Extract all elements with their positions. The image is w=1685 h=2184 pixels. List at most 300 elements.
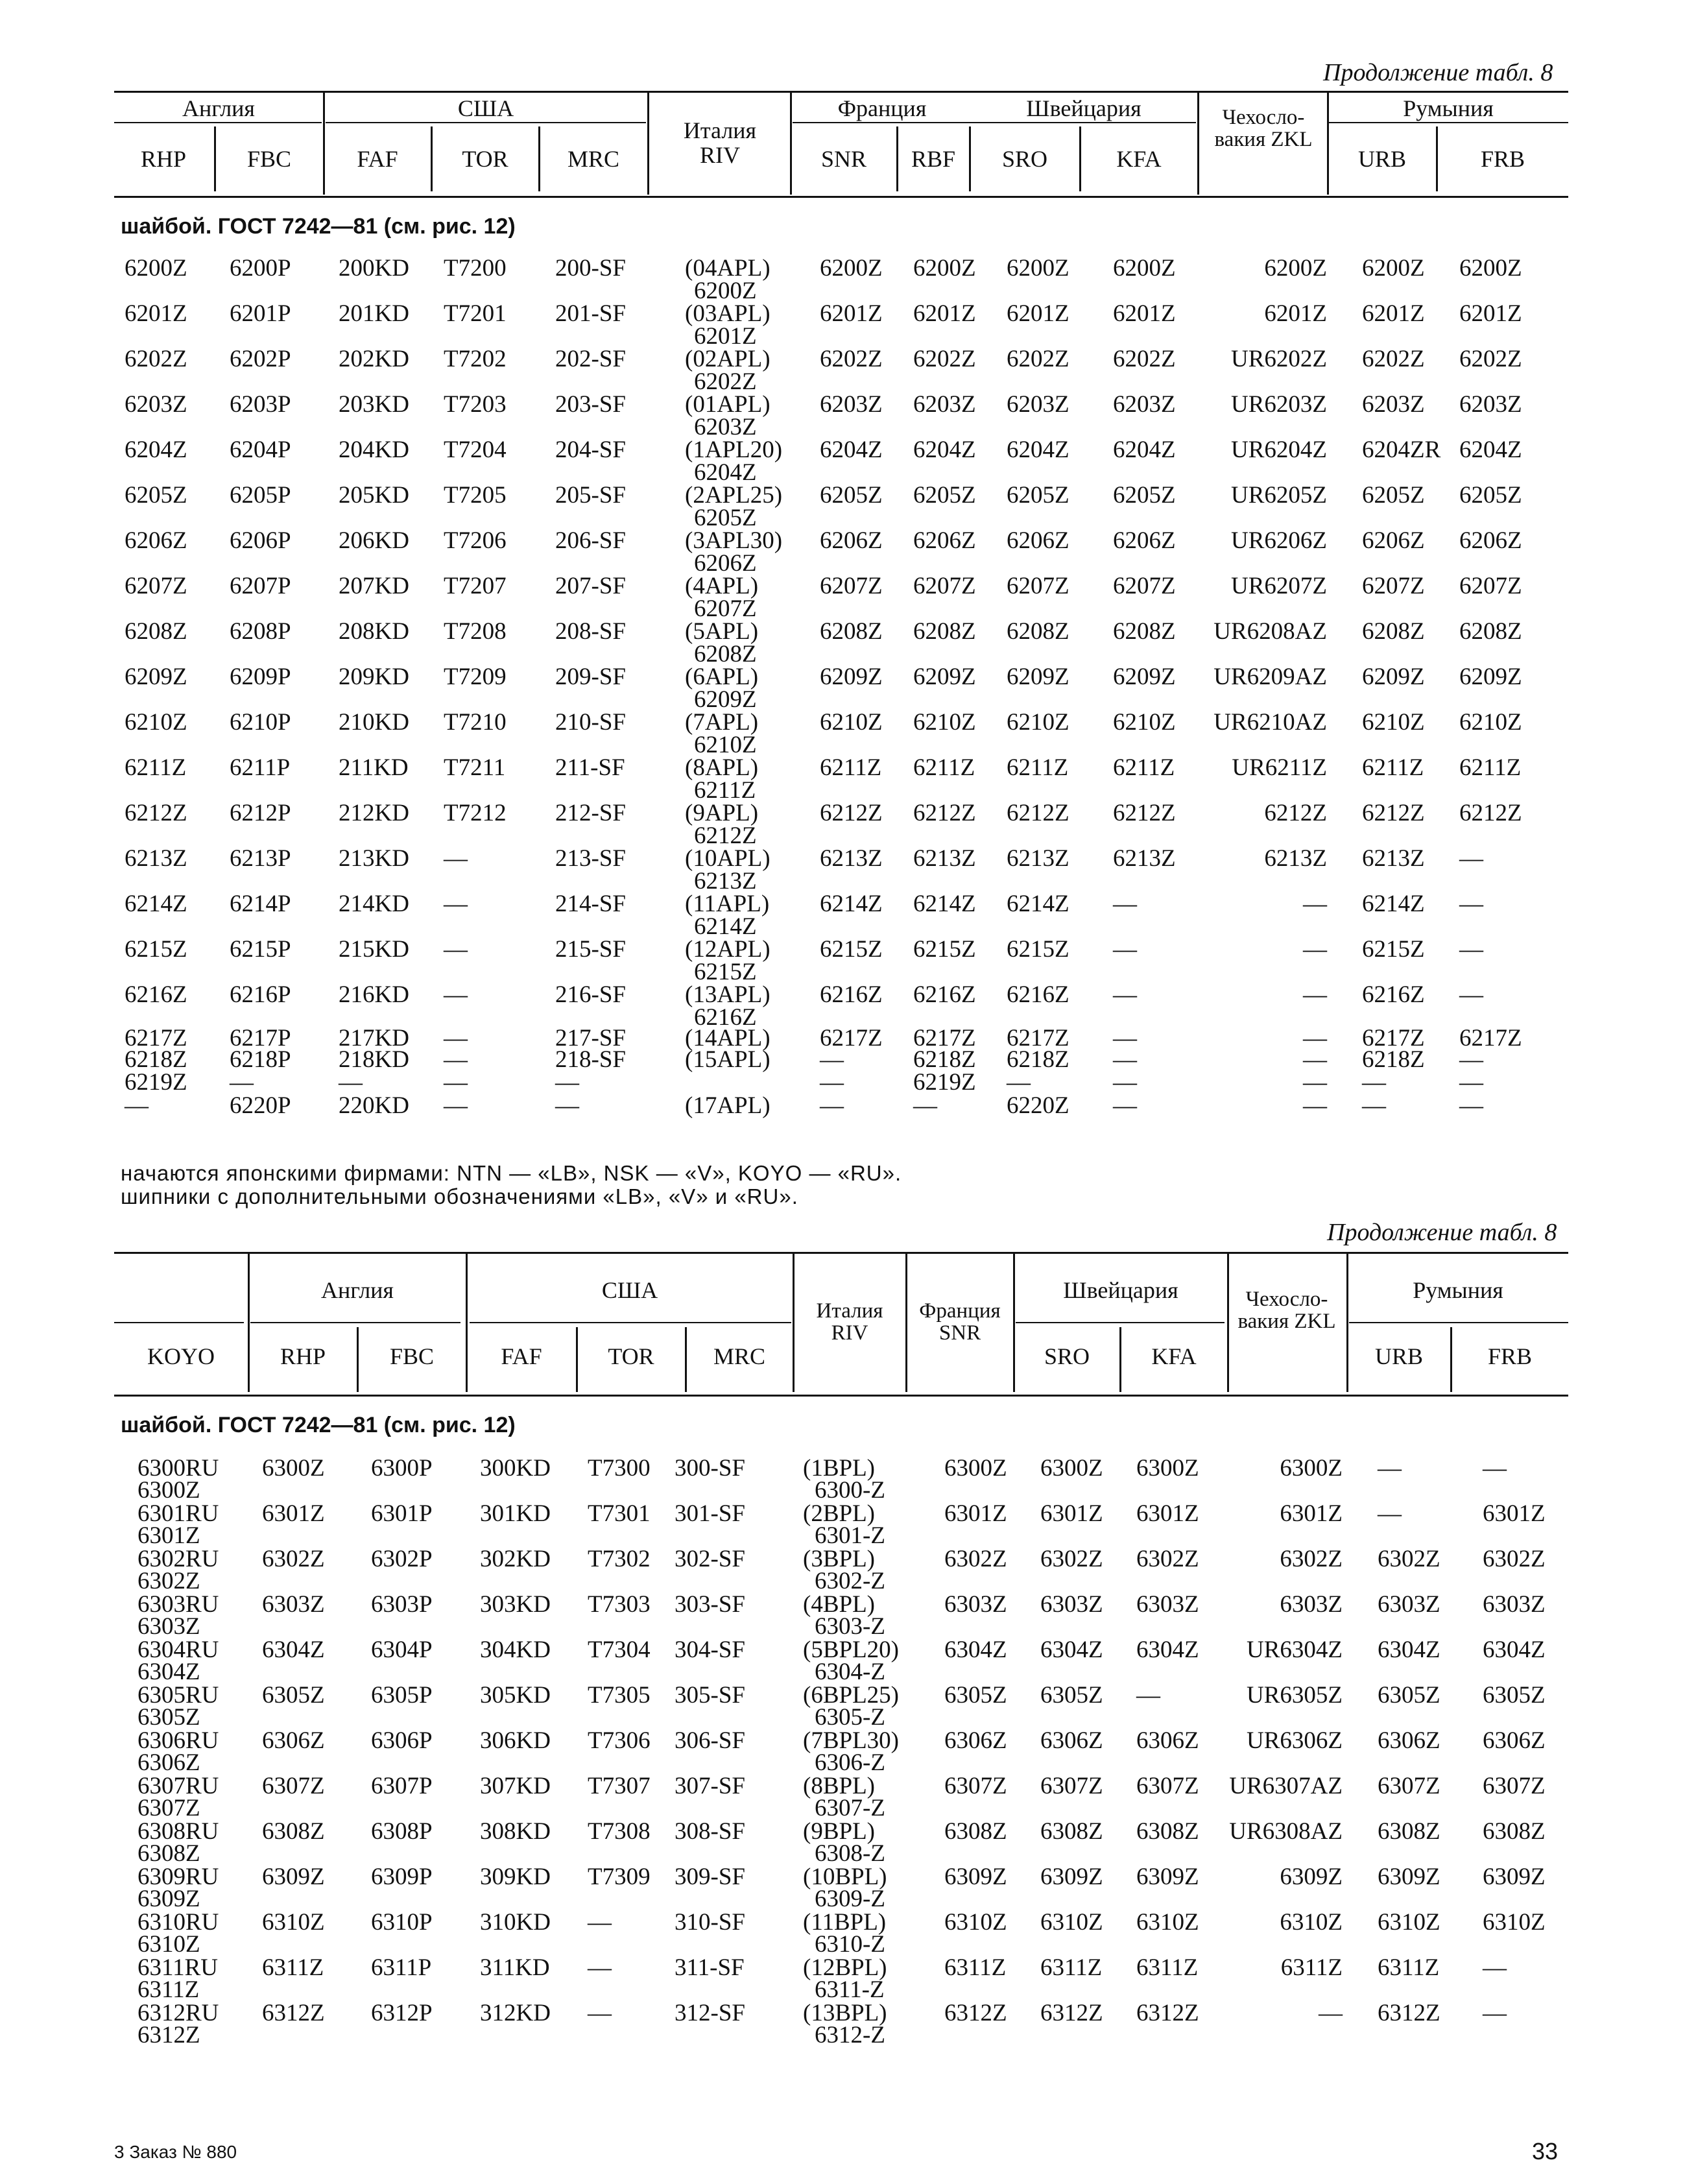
table-cell: — <box>444 1046 468 1073</box>
table-cell: T7202 <box>444 346 507 372</box>
table-cell: 6202Z <box>913 346 976 372</box>
table-cell: (01APL) <box>685 391 771 418</box>
table-cell: 212KD <box>339 800 409 826</box>
table-cell: 6212Z <box>1113 800 1176 826</box>
table-cell: 200-SF <box>555 255 626 282</box>
col-header: MRC <box>713 1343 766 1369</box>
italy-subcode: 6304-Z <box>815 1659 885 1685</box>
table-cell: T7302 <box>588 1546 651 1572</box>
koyo-subcode: 6300Z <box>137 1477 200 1504</box>
table-cell: 6213Z <box>1362 845 1425 872</box>
table-cell: 6209Z <box>1007 664 1070 690</box>
group-underline-usa <box>326 122 646 123</box>
table-cell: 6306Z <box>1378 1727 1440 1754</box>
table-cell: T7300 <box>588 1455 651 1482</box>
table-cell: 6207Z <box>820 573 883 599</box>
group-czechoslovakia: Чехосло-вакия ZKL <box>1214 106 1313 151</box>
italy-subcode: 6200Z <box>694 278 757 304</box>
table-cell: T7308 <box>588 1818 651 1845</box>
koyo-subcode: 6311Z <box>137 1976 200 2003</box>
table-cell: 6309Z <box>1483 1864 1546 1890</box>
header-top-rule-1 <box>114 91 1568 93</box>
table-cell: — <box>588 1954 612 1981</box>
table-cell: 6206Z <box>1459 527 1522 554</box>
table-cell: — <box>444 845 468 872</box>
table-cell: 6213Z <box>1113 845 1176 872</box>
table-cell: 201KD <box>339 300 409 327</box>
table-cell: 6303Z <box>1483 1591 1546 1618</box>
table-cell: T7205 <box>444 482 507 509</box>
group-italy: Италия RIV <box>816 1299 883 1345</box>
table-cell: (17APL) <box>685 1092 771 1119</box>
italy-subcode: 6210Z <box>694 732 757 758</box>
table-cell: 6208Z <box>913 618 976 645</box>
table-cell: 6204Z <box>1459 437 1522 463</box>
table-cell: 6302Z <box>1136 1546 1199 1572</box>
table-cell: 6209Z <box>1459 664 1522 690</box>
table-cell: — <box>1378 1500 1402 1527</box>
table-cell: 6303P <box>371 1591 433 1618</box>
table-cell: 209KD <box>339 664 409 690</box>
table-cell: 6312Z <box>1040 2000 1103 2026</box>
table-cell: — <box>1113 1046 1137 1073</box>
table-cell: 6305Z <box>1483 1682 1546 1709</box>
table-cell: 213KD <box>339 845 409 872</box>
table-cell: 6210Z <box>1459 709 1522 736</box>
table-cell: 6200Z <box>820 255 883 282</box>
table-cell: 6307Z <box>262 1773 325 1799</box>
table-cell: (3BPL) <box>803 1546 875 1572</box>
table-cell: 6218P <box>230 1046 291 1073</box>
table-cell: 6200Z <box>1459 255 1522 282</box>
table-cell: 6207Z <box>1113 573 1176 599</box>
table-cell: 6208Z <box>1459 618 1522 645</box>
table-cell: (14APL) <box>685 1025 771 1051</box>
koyo-subcode: 6303Z <box>137 1613 200 1640</box>
italy-subcode: 6306-Z <box>815 1749 885 1776</box>
italy-subcode: 6310-Z <box>815 1931 885 1958</box>
table-cell: 6206Z <box>1113 527 1176 554</box>
table-cell: 6200Z <box>1113 255 1176 282</box>
continuation-label-2: Продолжение табл. 8 <box>1327 1219 1557 1246</box>
table-cell: 6302Z <box>1040 1546 1103 1572</box>
table-cell: 6208P <box>230 618 291 645</box>
col-divider <box>466 1253 468 1392</box>
note-line-2: шипники с дополнительными обозначениями «LB», «V» и «RU». <box>121 1184 798 1208</box>
table-cell: — <box>1113 936 1137 963</box>
table-cell: 6210Z <box>913 709 976 736</box>
table-cell: UR6208AZ <box>1213 618 1327 645</box>
table-cell: 311-SF <box>675 1954 745 1981</box>
table-cell: 6201Z <box>1362 300 1425 327</box>
table-cell: 6210Z <box>1113 709 1176 736</box>
table-cell: 6211Z <box>1459 754 1522 781</box>
table-cell: — <box>1459 981 1483 1008</box>
table-cell: (15APL) <box>685 1046 771 1073</box>
group-czechoslovakia: Чехосло-вакия ZKL <box>1237 1288 1336 1333</box>
table-cell: 6303Z <box>1378 1591 1440 1618</box>
table-cell: 308KD <box>480 1818 551 1845</box>
table-cell: 6306Z <box>262 1727 325 1754</box>
table-cell: 6308Z <box>1378 1818 1440 1845</box>
table-cell: (4BPL) <box>803 1591 875 1618</box>
table-cell: 305KD <box>480 1682 551 1709</box>
table-cell: 6306Z <box>1483 1727 1546 1754</box>
section-title-1: шайбой. ГОСТ 7242—81 (см. рис. 12) <box>121 214 516 239</box>
col-header: FAF <box>357 146 398 172</box>
table-cell: 6311Z <box>1040 1954 1103 1981</box>
table-cell: 6216Z <box>1007 981 1070 1008</box>
table-cell: — <box>1303 1069 1327 1096</box>
table-cell: 6300P <box>371 1455 433 1482</box>
group-underline-romania <box>1327 122 1568 123</box>
table-cell: 6304Z <box>944 1637 1007 1663</box>
table-cell: 6217Z <box>1362 1025 1425 1051</box>
table-cell: 6201Z <box>913 300 976 327</box>
table-cell: 6213Z <box>820 845 883 872</box>
table-cell: 6202Z <box>1459 346 1522 372</box>
table-cell: 6210Z <box>1362 709 1425 736</box>
table-cell: 6217Z <box>820 1025 883 1051</box>
table-cell: 6310RU <box>137 1909 219 1936</box>
col-divider <box>1013 1253 1015 1392</box>
table-cell: (5BPL20) <box>803 1637 899 1663</box>
table-cell: 6205Z <box>1459 482 1522 509</box>
italy-subcode: 6216Z <box>694 1004 757 1031</box>
table-cell: 6218Z <box>125 1046 187 1073</box>
table-cell: 6300RU <box>137 1455 219 1482</box>
table-cell: 6312Z <box>944 2000 1007 2026</box>
group-switzerland: Швейцария <box>1063 1277 1178 1303</box>
table-cell: 6309Z <box>944 1864 1007 1890</box>
col-header: RHP <box>140 146 187 172</box>
table-cell: UR6308AZ <box>1229 1818 1343 1845</box>
table-cell: 6301Z <box>944 1500 1007 1527</box>
table-cell: 6211Z <box>820 754 882 781</box>
table-cell: UR6304Z <box>1247 1637 1343 1663</box>
table-cell: UR6202Z <box>1231 346 1327 372</box>
table-cell: 6309RU <box>137 1864 219 1890</box>
table-cell: T7301 <box>588 1500 651 1527</box>
table-cell: 203-SF <box>555 391 626 418</box>
col-header: FRB <box>1480 146 1525 172</box>
italy-subcode: 6202Z <box>694 368 757 395</box>
col-divider <box>248 1253 250 1392</box>
table-cell: 6202Z <box>1007 346 1070 372</box>
col-header: RHP <box>280 1343 326 1369</box>
table-cell: 306-SF <box>675 1727 745 1754</box>
col-header: SNR <box>820 146 867 172</box>
table-cell: T7210 <box>444 709 507 736</box>
table-cell: T7307 <box>588 1773 651 1799</box>
table-cell: 6308RU <box>137 1818 219 1845</box>
table-cell: 215KD <box>339 936 409 963</box>
table-cell: 210KD <box>339 709 409 736</box>
page-number: 33 <box>1532 2138 1559 2165</box>
table-cell: — <box>1459 1092 1483 1119</box>
table-cell: 6214Z <box>1007 891 1070 917</box>
table-cell: 208-SF <box>555 618 626 645</box>
table-cell: 6214Z <box>913 891 976 917</box>
table-cell: 6201Z <box>1459 300 1522 327</box>
table-cell: (3APL30) <box>685 527 783 554</box>
table-cell: 211KD <box>339 754 409 781</box>
group-france: Франция SNR <box>919 1299 1001 1345</box>
table-cell: 6210Z <box>1007 709 1070 736</box>
table-cell: 6208Z <box>820 618 883 645</box>
table-cell: 307KD <box>480 1773 551 1799</box>
group-underline-usa <box>470 1322 791 1323</box>
table-cell: 6306RU <box>137 1727 219 1754</box>
table-cell: — <box>1113 1092 1137 1119</box>
table-cell: — <box>1113 1025 1137 1051</box>
table-cell: — <box>1483 1954 1507 1981</box>
table-cell: 6205Z <box>913 482 976 509</box>
table-cell: 6311Z <box>262 1954 324 1981</box>
table-cell: 6208Z <box>1007 618 1070 645</box>
table-cell: — <box>1459 936 1483 963</box>
table-cell: 6217Z <box>1007 1025 1070 1051</box>
table-cell: (03APL) <box>685 300 771 327</box>
table-cell: 6211Z <box>1113 754 1175 781</box>
table-cell: — <box>444 1092 468 1119</box>
table-cell: 6207P <box>230 573 291 599</box>
table-cell: 6309Z <box>1040 1864 1103 1890</box>
col-divider <box>790 92 792 195</box>
table-cell: 6301Z <box>262 1500 325 1527</box>
header-top-rule-2 <box>114 1252 1568 1254</box>
table-cell: (2BPL) <box>803 1500 875 1527</box>
table-cell: 6308Z <box>1483 1818 1546 1845</box>
italy-subcode: 6301-Z <box>815 1522 885 1549</box>
col-header: URB <box>1374 1343 1424 1369</box>
col-header: FBC <box>246 146 292 172</box>
table-cell: 6215P <box>230 936 291 963</box>
table-cell: 6300Z <box>1040 1455 1103 1482</box>
group-underline-koyo <box>114 1322 244 1323</box>
col-header: TOR <box>462 146 508 172</box>
koyo-subcode: 6312Z <box>137 2022 200 2048</box>
table-cell: 6201Z <box>1007 300 1070 327</box>
table-cell: — <box>1378 1455 1402 1482</box>
col-header: URB <box>1357 146 1407 172</box>
table-cell: T7306 <box>588 1727 651 1754</box>
table-cell: 6217Z <box>913 1025 976 1051</box>
table-cell: UR6205Z <box>1231 482 1327 509</box>
table-cell: 6213Z <box>1264 845 1327 872</box>
table-cell: 6206Z <box>913 527 976 554</box>
table-cell: 6312RU <box>137 2000 219 2026</box>
table-cell: 303KD <box>480 1591 551 1618</box>
table-cell: 6206Z <box>820 527 883 554</box>
table-cell: — <box>230 1069 254 1096</box>
table-cell: 6312Z <box>262 2000 325 2026</box>
col-header: MRC <box>567 146 620 172</box>
table-cell: 6304RU <box>137 1637 219 1663</box>
table-cell: 216KD <box>339 981 409 1008</box>
table-cell: 6202Z <box>1362 346 1425 372</box>
table-cell: 6220P <box>230 1092 291 1119</box>
italy-subcode: 6312-Z <box>815 2022 885 2048</box>
table-cell: (11BPL) <box>803 1909 887 1936</box>
table-cell: — <box>339 1069 363 1096</box>
table-cell: 6302RU <box>137 1546 219 1572</box>
table-cell: — <box>588 1909 612 1936</box>
group-romania: Румыния <box>1403 95 1494 121</box>
table-cell: — <box>588 2000 612 2026</box>
table-cell: 6219Z <box>125 1069 187 1096</box>
table-cell: T7207 <box>444 573 507 599</box>
table-cell: 206KD <box>339 527 409 554</box>
table-cell: 6302Z <box>262 1546 325 1572</box>
table-cell: 220KD <box>339 1092 409 1119</box>
table-cell: 6203Z <box>913 391 976 418</box>
table-cell: 6203Z <box>1113 391 1176 418</box>
koyo-subcode: 6305Z <box>137 1704 200 1731</box>
group-switzerland: Швейцария <box>1026 95 1141 121</box>
table-cell: — <box>1303 1025 1327 1051</box>
continuation-label-1: Продолжение табл. 8 <box>1323 59 1553 86</box>
table-cell: 6307Z <box>1378 1773 1440 1799</box>
table-cell: 6310Z <box>262 1909 325 1936</box>
table-cell: 211-SF <box>555 754 625 781</box>
group-romania: Румыния <box>1413 1277 1503 1303</box>
table-cell: — <box>1362 1092 1386 1119</box>
table-cell: 6303Z <box>1136 1591 1199 1618</box>
table-cell: (1BPL) <box>803 1455 875 1482</box>
table-cell: 209-SF <box>555 664 626 690</box>
table-cell: 6216Z <box>125 981 187 1008</box>
table-cell: — <box>1303 1092 1327 1119</box>
table-cell: 6300Z <box>1280 1455 1343 1482</box>
table-cell: 6306Z <box>944 1727 1007 1754</box>
table-cell: — <box>1136 1682 1160 1709</box>
table-cell: 6304Z <box>1483 1637 1546 1663</box>
table-cell: 6209Z <box>1362 664 1425 690</box>
table-cell: (2APL25) <box>685 482 783 509</box>
col-header: TOR <box>608 1343 654 1369</box>
table-cell: — <box>1459 1046 1483 1073</box>
table-cell: 6205P <box>230 482 291 509</box>
group-usa: США <box>601 1277 658 1303</box>
table-cell: UR6306Z <box>1247 1727 1343 1754</box>
table-cell: 6301Z <box>1040 1500 1103 1527</box>
table-cell: — <box>1459 845 1483 872</box>
table-cell: 6211P <box>230 754 291 781</box>
italy-subcode: 6213Z <box>694 868 757 894</box>
koyo-subcode: 6302Z <box>137 1568 200 1594</box>
table-cell: 6203Z <box>1459 391 1522 418</box>
table-cell: 213-SF <box>555 845 626 872</box>
italy-subcode: 6211Z <box>694 777 756 804</box>
table-cell: — <box>1303 981 1327 1008</box>
table-cell: UR6204Z <box>1231 437 1327 463</box>
table-cell: 6204Z <box>1113 437 1176 463</box>
table-cell: 6210Z <box>125 709 187 736</box>
table-cell: T7201 <box>444 300 507 327</box>
table-cell: — <box>444 1069 468 1096</box>
table-cell: 6220Z <box>1007 1092 1070 1119</box>
table-cell: — <box>444 891 468 917</box>
table-cell: 6307P <box>371 1773 433 1799</box>
table-cell: — <box>444 981 468 1008</box>
table-cell: (12APL) <box>685 936 771 963</box>
col-divider <box>1346 1253 1348 1392</box>
col-header: RBF <box>911 146 956 172</box>
table-cell: (04APL) <box>685 255 771 282</box>
table-cell: UR6207Z <box>1231 573 1327 599</box>
table-cell: 216-SF <box>555 981 626 1008</box>
table-cell: 6208Z <box>125 618 187 645</box>
table-cell: 6200Z <box>1362 255 1425 282</box>
table-cell: 6200P <box>230 255 291 282</box>
table-cell: 6217P <box>230 1025 291 1051</box>
col-header: KFA <box>1116 146 1162 172</box>
table-cell: 300KD <box>480 1455 551 1482</box>
table-cell: 6300Z <box>944 1455 1007 1482</box>
group-england: Англия <box>182 95 255 121</box>
table-cell: T7206 <box>444 527 507 554</box>
table-cell: — <box>1113 981 1137 1008</box>
italy-subcode: 6204Z <box>694 459 757 486</box>
table-cell: 6302Z <box>1483 1546 1546 1572</box>
italy-subcode: 6307-Z <box>815 1795 885 1821</box>
table-cell: 6305Z <box>1040 1682 1103 1709</box>
group-underline-romania <box>1349 1322 1568 1323</box>
table-cell: 6209Z <box>820 664 883 690</box>
table-cell: 6206P <box>230 527 291 554</box>
table-cell: UR6206Z <box>1231 527 1327 554</box>
table-cell: T7304 <box>588 1637 651 1663</box>
table-cell: T7209 <box>444 664 507 690</box>
table-cell: 304KD <box>480 1637 551 1663</box>
table-cell: 6206Z <box>125 527 187 554</box>
table-cell: 6216P <box>230 981 291 1008</box>
col-divider <box>1227 1253 1229 1392</box>
table-cell: 218-SF <box>555 1046 626 1073</box>
table-cell: 6303Z <box>1040 1591 1103 1618</box>
table-cell: 6309Z <box>1136 1864 1199 1890</box>
table-cell: 6305Z <box>944 1682 1007 1709</box>
table-cell: — <box>1362 1069 1386 1096</box>
table-cell: 6201Z <box>820 300 883 327</box>
table-cell: 6209Z <box>1113 664 1176 690</box>
table-cell: 6205Z <box>820 482 883 509</box>
table-cell: 201-SF <box>555 300 626 327</box>
table-cell: — <box>1303 1046 1327 1073</box>
table-cell: (5APL) <box>685 618 759 645</box>
table-cell: T7200 <box>444 255 507 282</box>
table-cell: 6303Z <box>944 1591 1007 1618</box>
table-cell: 6211Z <box>1362 754 1424 781</box>
koyo-subcode: 6308Z <box>137 1840 200 1867</box>
table-cell: 6215Z <box>1362 936 1425 963</box>
group-underline-england <box>250 1322 460 1323</box>
table-cell: 304-SF <box>675 1637 745 1663</box>
table-cell: 6310P <box>371 1909 433 1936</box>
table-cell: 312-SF <box>675 2000 745 2026</box>
table-cell: 202-SF <box>555 346 626 372</box>
table-cell: 6310Z <box>1378 1909 1440 1936</box>
table-cell: — <box>1483 1455 1507 1482</box>
table-cell: 6210P <box>230 709 291 736</box>
table-cell: (9APL) <box>685 800 759 826</box>
table-cell: — <box>444 936 468 963</box>
table-cell: 6303Z <box>262 1591 325 1618</box>
col-header: SRO <box>1044 1343 1090 1369</box>
koyo-subcode: 6304Z <box>137 1659 200 1685</box>
table-cell: — <box>913 1092 937 1119</box>
